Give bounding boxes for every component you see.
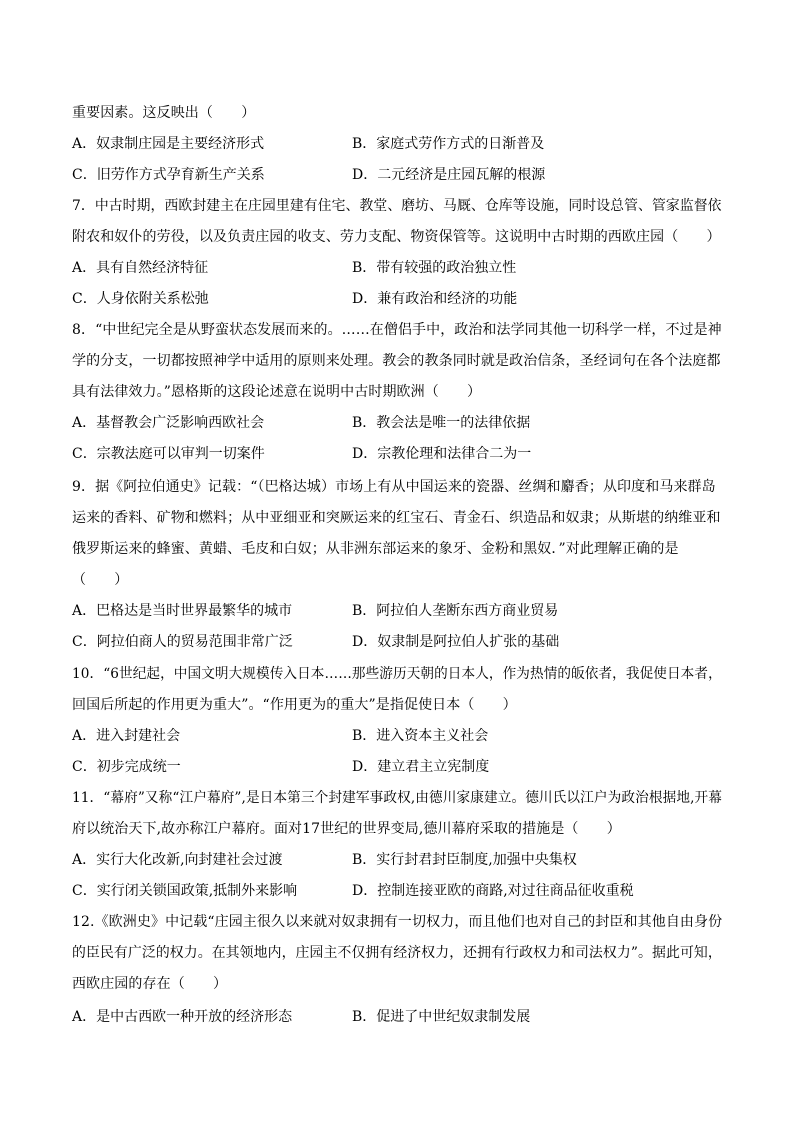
option-c: C．人身依附关系松弛 (72, 291, 209, 307)
question-7-stem: 附农和奴仆的劳役，以及负责庄园的收支、劳力支配、物资保管等。这说明中古时期的西欧庄园（ ） (72, 229, 721, 245)
question-12-stem: 的臣民有广泛的权力。在其领地内，庄园主不仅拥有经济权力，还拥有行政权力和司法权力”。据此可知， (72, 945, 722, 961)
question-9-stem: 俄罗斯运来的蜂蜜、黄蜡、毛皮和白奴；从非洲东部运来的象牙、金粉和黑奴．”对此理解正确的是 (72, 541, 679, 557)
option-d: D．兼有政治和经济的功能 (352, 291, 518, 307)
question-11-stem: 府以统治天下,故亦称江户幕府。面对17世纪的世界变局,德川幕府采取的措施是（ ） (72, 821, 621, 837)
option-d: D．奴隶制是阿拉伯人扩张的基础 (352, 634, 560, 650)
option-c: C．阿拉伯商人的贸易范围非常广泛 (72, 634, 293, 650)
option-d: D．控制连接亚欧的商路,对过往商品征收重税 (352, 883, 634, 899)
question-10-stem: 回国后所起的作用更为重大”。“作用更为的重大”是指促使日本（ ） (72, 697, 517, 713)
option-c: C．实行闭关锁国政策,抵制外来影响 (72, 883, 298, 899)
question-9-stem: 9．据《阿拉伯通史》记载：“（巴格达城）市场上有从中国运来的瓷器、丝绸和麝香；从印度和马来群岛 (72, 479, 716, 495)
option-a: A．具有自然经济特征 (72, 260, 209, 276)
option-a: A．实行大化改新,向封建社会过渡 (72, 852, 283, 868)
option-a: A．基督教会广泛影响西欧社会 (72, 415, 265, 431)
question-12-stem: 西欧庄园的存在（ ） (72, 976, 228, 992)
option-a: A．是中古西欧一种开放的经济形态 (72, 1009, 293, 1025)
option-b: B．带有较强的政治独立性 (352, 260, 517, 276)
option-b: B．进入资本主义社会 (352, 728, 489, 744)
question-8-stem: 具有法律效力。”恩格斯的这段论述意在说明中古时期欧洲（ ） (72, 384, 482, 400)
option-a: A．进入封建社会 (72, 728, 181, 744)
option-c: C．初步完成统一 (72, 759, 181, 775)
option-d: D．宗教伦理和法律合二为一 (352, 446, 532, 462)
option-c: C．旧劳作方式孕育新生产关系 (72, 167, 265, 183)
option-d: D．建立君主立宪制度 (352, 759, 490, 775)
question-9-stem: （ ） (72, 572, 129, 588)
question-12-stem: 12.《欧洲史》中记载“庄园主很久以来就对奴隶拥有一切权力，而且他们也对自己的封臣和其他自由身份 (72, 914, 723, 930)
option-a: A．巴格达是当时世界最繁华的城市 (72, 603, 293, 619)
option-d: D．二元经济是庄园瓦解的根源 (352, 167, 546, 183)
option-b: B．阿拉伯人垄断东西方商业贸易 (352, 603, 559, 619)
option-c: C．宗教法庭可以审判一切案件 (72, 446, 265, 462)
option-b: B．教会法是唯一的法律依据 (352, 415, 531, 431)
question-9-stem: 运来的香料、矿物和燃料；从中亚细亚和突厥运来的红宝石、青金石、织造品和奴隶；从斯堪的纳维亚和 (72, 510, 721, 526)
option-b: B．实行封君封臣制度,加强中央集权 (352, 852, 577, 868)
option-b: B．家庭式劳作方式的日渐普及 (352, 136, 545, 152)
question-10-stem: 10．“6世纪起，中国文明大规模传入日本……那些游历天朝的日本人，作为热情的皈依者，我促使日本者， (72, 666, 722, 682)
question-stem-text: 重要因素。这反映出（ ） (72, 105, 256, 121)
question-11-stem: 11．“幕府”又称“江户幕府”,是日本第三个封建军事政权,由德川家康建立。德川氏以江户为政治根据地,开幕 (72, 790, 722, 806)
question-8-stem: 8．“中世纪完全是从野蛮状态发展而来的。……在僧侣手中，政治和法学同其他一切科学一样，不过是神 (72, 322, 722, 338)
question-8-stem: 学的分支，一切都按照神学中适用的原则来处理。教会的教条同时就是政治信条，圣经词句在各个法庭都 (72, 353, 721, 369)
question-7-stem: 7．中古时期，西欧封建主在庄园里建有住宅、教堂、磨坊、马厩、仓库等设施，同时设总管、管家监督依 (72, 198, 722, 214)
option-a: A．奴隶制庄园是主要经济形式 (72, 136, 265, 152)
option-b: B．促进了中世纪奴隶制发展 (352, 1009, 531, 1025)
